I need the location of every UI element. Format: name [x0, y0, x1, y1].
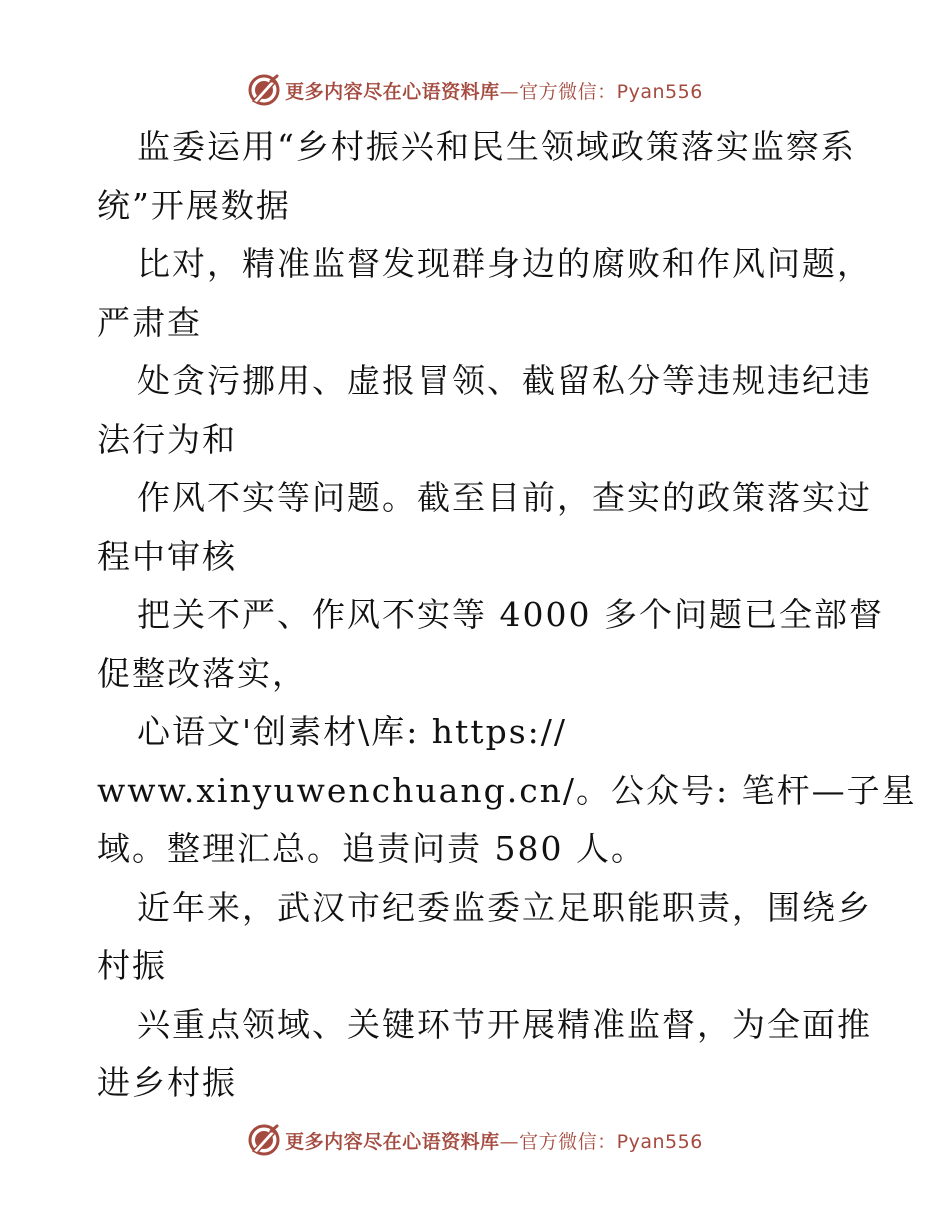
banner-text — [285, 77, 703, 104]
text-line: 监委运用“乡村振兴和民生领域政策落实监察系 — [137, 127, 856, 166]
text-line: 促整改落实， — [97, 653, 307, 693]
banner-wechat-id: 官方微信：Pyan556 — [519, 80, 703, 103]
text-line: 作风不实等问题。截至目前，查实的政策落实过 — [137, 478, 872, 517]
header-banner — [0, 70, 950, 110]
pen-logo-icon — [247, 73, 281, 107]
banner-wechat-id: 官方微信：Pyan556 — [519, 1130, 703, 1153]
text-line: 统”开展数据 — [97, 185, 291, 225]
text-line: 近年来，武汉市纪委监委立足职能职责，围绕乡 — [137, 887, 872, 927]
footer-banner — [0, 1120, 950, 1160]
banner-title: 更多内容尽在心语资料库 — [285, 80, 500, 103]
banner-separator: — — [499, 1130, 520, 1153]
text-line: 处贪污挪用、虚报冒领、截留私分等违规违纪违 — [137, 361, 872, 400]
document-body — [97, 118, 917, 1113]
text-line: 兴重点领域、关键环节开展精准监督，为全面推 — [137, 1004, 872, 1044]
text-line: 严肃查 — [97, 302, 202, 342]
text-line: 心语文'创素材\库: https:// — [137, 712, 567, 751]
text-line: 程中审核 — [97, 536, 237, 576]
banner-title: 更多内容尽在心语资料库 — [285, 1130, 500, 1153]
text-line: 把关不严、作风不实等 4000 多个问题已全部督 — [137, 595, 884, 634]
text-line: 村振 — [97, 946, 167, 985]
pen-logo-icon — [247, 1123, 281, 1157]
text-line: 进乡村振 — [97, 1063, 237, 1102]
text-line: 域。整理汇总。追责问责 580 人。 — [97, 829, 646, 868]
text-line: 法行为和 — [97, 419, 237, 459]
text-line: www.xinyuwenchuang.cn/。公众号: 笔杆—子星 — [97, 770, 917, 810]
banner-separator: — — [499, 80, 520, 103]
banner-text — [285, 1127, 703, 1154]
text-line: 比对，精准监督发现群身边的腐败和作风问题， — [137, 244, 872, 283]
